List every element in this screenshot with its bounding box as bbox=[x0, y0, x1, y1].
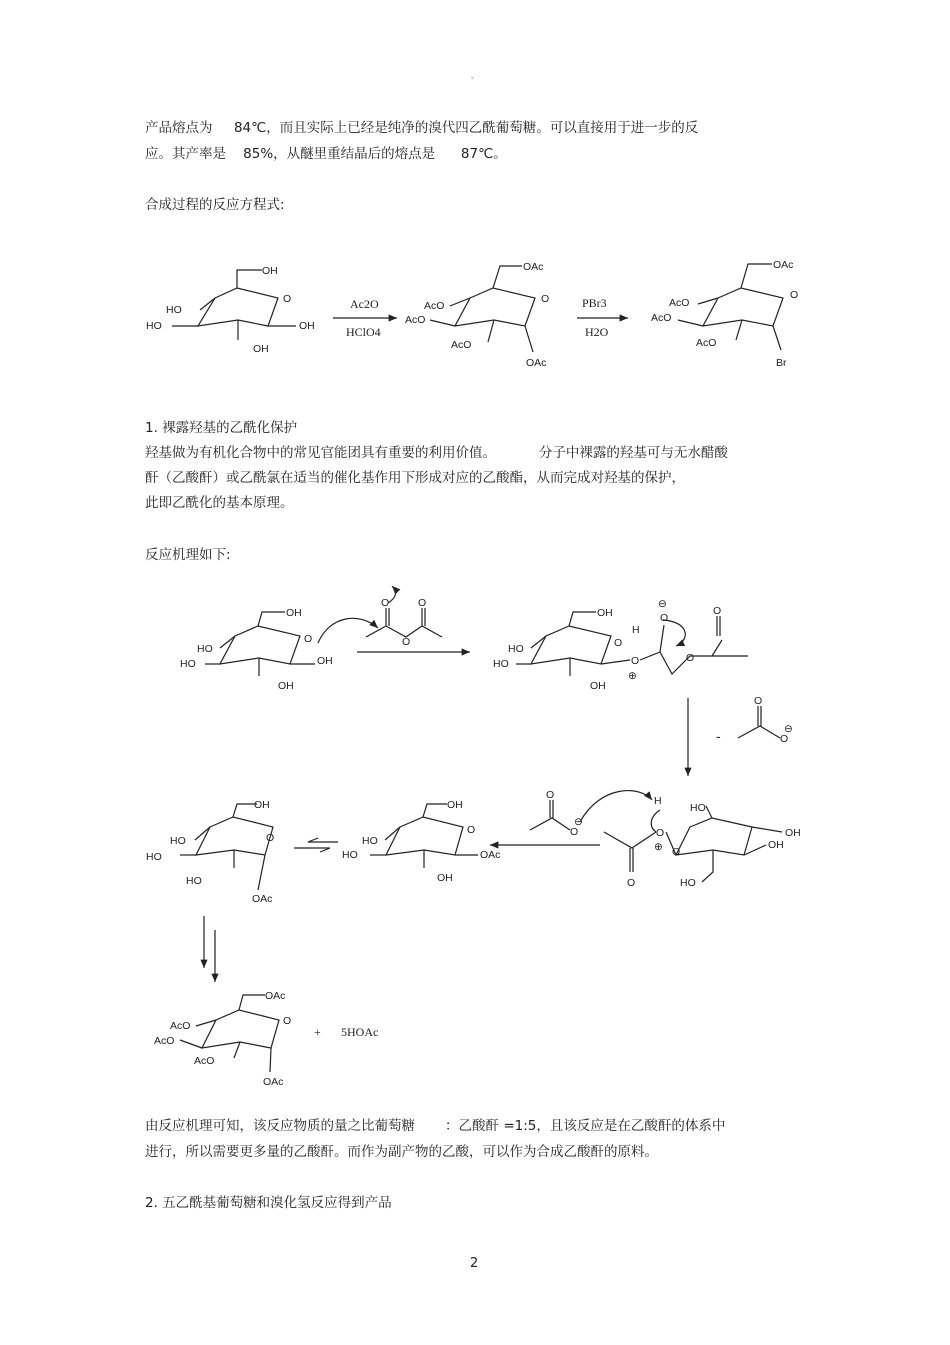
ho-label: HO bbox=[690, 802, 706, 814]
o-label: O bbox=[686, 652, 695, 664]
ring-o-label: O bbox=[614, 637, 623, 649]
ring-o-label: O bbox=[266, 832, 275, 844]
carbonyl-o-label: O bbox=[418, 597, 427, 609]
oh-label: OH bbox=[254, 799, 270, 811]
oh-label: OH bbox=[278, 680, 294, 692]
ring-o-label: O bbox=[283, 1015, 292, 1027]
oh-label: OH bbox=[299, 320, 315, 332]
aco-label: AcO bbox=[194, 1055, 215, 1067]
o-label: O bbox=[780, 733, 789, 745]
para1-line1: 产品熔点为 84℃，而且实际上已经是纯净的溴代四乙酰葡萄糖。可以直接用于进一步的反 bbox=[145, 120, 699, 136]
oac-label: OAc bbox=[265, 990, 286, 1002]
electron-push-arrow bbox=[318, 618, 378, 643]
ring-o-label: O bbox=[672, 846, 681, 858]
positive-charge: ⊕ bbox=[628, 670, 637, 682]
oh-label: OH bbox=[286, 607, 302, 619]
o-label: O bbox=[660, 612, 669, 624]
oac-label: OAc bbox=[526, 357, 547, 369]
o-label: O bbox=[713, 605, 722, 617]
header-mark: 。 bbox=[471, 71, 481, 81]
acetate-base-structure bbox=[530, 789, 660, 838]
ho-label: HO bbox=[180, 658, 196, 670]
reagent-hclo4: HClO4 bbox=[346, 325, 381, 339]
oh-label: OH bbox=[447, 799, 463, 811]
negative-charge: ⊖ bbox=[658, 598, 667, 610]
oac-label: OAc bbox=[263, 1076, 284, 1088]
o-label: O bbox=[754, 695, 763, 707]
ho-label: HO bbox=[680, 877, 696, 889]
oh-label: OH bbox=[253, 343, 269, 355]
ring-o-label: O bbox=[790, 289, 799, 301]
oac-label: OAc bbox=[252, 893, 273, 905]
alpha-monoacetyl-glucose-structure bbox=[146, 799, 274, 905]
aco-label: AcO bbox=[424, 300, 445, 312]
ring-o-label: O bbox=[467, 824, 476, 836]
tetrahedral-intermediate-structure bbox=[493, 598, 748, 692]
mechanism-heading: 反应机理如下: bbox=[145, 547, 231, 563]
synthesis-heading: 合成过程的反应方程式: bbox=[145, 197, 285, 213]
reagent-h2o: H2O bbox=[585, 325, 609, 339]
negative-charge: ⊖ bbox=[784, 723, 793, 735]
negative-charge: ⊖ bbox=[574, 816, 583, 828]
section1-line2: 酐（乙酸酐）或乙酰氯在适当的催化基作用下形成对应的乙酸酯，从而完成对羟基的保护， bbox=[145, 470, 685, 486]
br-label: Br bbox=[776, 357, 787, 369]
carbonyl-o-label: O bbox=[381, 597, 390, 609]
ho-label: HO bbox=[146, 851, 162, 863]
aco-label: AcO bbox=[451, 339, 472, 351]
byproduct-label: 5HOAc bbox=[341, 1025, 379, 1039]
ho-label: HO bbox=[146, 320, 162, 332]
acetobromoglucose-structure bbox=[651, 259, 798, 369]
oac-label: OAc bbox=[523, 261, 544, 273]
ring-o-label: O bbox=[304, 633, 313, 645]
equilibrium-arrows bbox=[294, 838, 338, 852]
monoacetyl-glucose-structure bbox=[342, 799, 500, 884]
page-number: 2 bbox=[470, 1256, 479, 1271]
reagent-pbr3: PBr3 bbox=[582, 296, 607, 310]
o-label: O bbox=[656, 827, 665, 839]
ho-label: HO bbox=[170, 835, 186, 847]
para1-line2: 应。其产率是 85%，从醚里重结晶后的熔点是 87℃。 bbox=[145, 146, 507, 162]
acetate-anion-structure bbox=[738, 695, 793, 745]
ring-o-label: O bbox=[283, 293, 292, 305]
bridge-o-label: O bbox=[402, 636, 411, 648]
conclusion-line2: 进行，所以需要更多量的乙酸酐。而作为副产物的乙酸，可以作为合成乙酸酐的原料。 bbox=[145, 1144, 658, 1160]
final-pentaacetyl-glucose-structure bbox=[154, 990, 291, 1088]
section1-line1: 羟基做为有机化合物中的常见官能团具有重要的利用价值。 分子中裸露的羟基可与无水醋酸 bbox=[145, 445, 728, 461]
o-label: O bbox=[627, 877, 636, 889]
oac-label: OAc bbox=[480, 849, 501, 861]
section1-title: 1. 裸露羟基的乙酰化保护 bbox=[145, 420, 298, 436]
aco-label: AcO bbox=[696, 337, 717, 349]
ho-label: HO bbox=[197, 643, 213, 655]
oh-label: OH bbox=[597, 607, 613, 619]
aco-label: AcO bbox=[170, 1020, 191, 1032]
positive-charge: ⊕ bbox=[654, 841, 663, 853]
h-label: H bbox=[654, 795, 662, 807]
oh-label: OH bbox=[262, 265, 278, 277]
conclusion-line1: 由反应机理可知，该反应物质的量之比葡萄糖 ：乙酸酐 =1:5，且该反应是在乙酸酐的体系中 bbox=[145, 1118, 726, 1134]
o-label: O bbox=[631, 655, 640, 667]
protonated-ester-structure bbox=[604, 795, 801, 889]
ho-label: HO bbox=[186, 875, 202, 887]
oh-label: OH bbox=[768, 839, 784, 851]
ho-label: HO bbox=[508, 643, 524, 655]
reagent-ac2o: Ac2O bbox=[350, 297, 379, 311]
h-label: H bbox=[632, 624, 640, 636]
o-label: O bbox=[546, 789, 555, 801]
aco-label: AcO bbox=[669, 297, 690, 309]
section2-title: 2. 五乙酰基葡萄糖和溴化氢反应得到产品 bbox=[145, 1195, 392, 1211]
oh-label: OH bbox=[590, 680, 606, 692]
aco-label: AcO bbox=[405, 314, 426, 326]
acetic-anhydride-structure bbox=[366, 586, 442, 648]
aco-label: AcO bbox=[651, 312, 672, 324]
ho-label: HO bbox=[342, 849, 358, 861]
o-label: O bbox=[570, 826, 579, 838]
oh-label: OH bbox=[785, 827, 801, 839]
oh-label: OH bbox=[317, 655, 333, 667]
ho-label: HO bbox=[166, 304, 182, 316]
ring-o-label: O bbox=[541, 293, 550, 305]
pentaacetyl-glucose-structure bbox=[405, 261, 549, 369]
section1-line3: 此即乙酰化的基本原理。 bbox=[145, 495, 294, 511]
ho-label: HO bbox=[493, 658, 509, 670]
glucose-structure bbox=[146, 265, 315, 355]
plus-sign: + bbox=[314, 1025, 321, 1039]
oh-label: OH bbox=[437, 872, 453, 884]
ho-label: HO bbox=[362, 835, 378, 847]
aco-label: AcO bbox=[154, 1035, 175, 1047]
mechanism-glucose-1 bbox=[180, 607, 333, 692]
oac-label: OAc bbox=[773, 259, 794, 271]
loss-sign: - bbox=[716, 728, 721, 744]
